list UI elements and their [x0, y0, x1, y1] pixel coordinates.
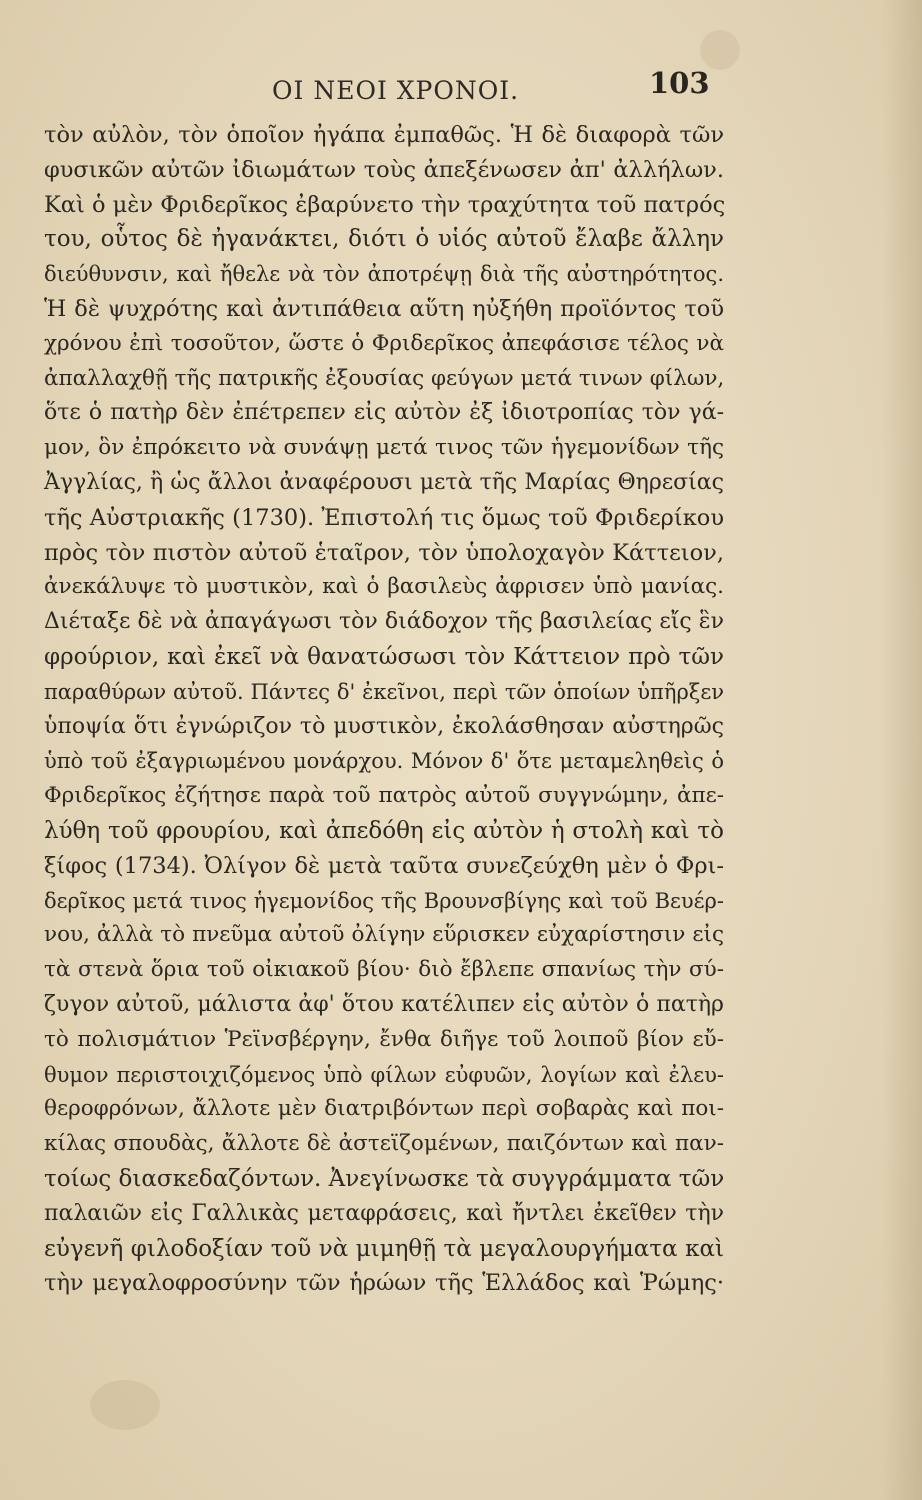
- text-line: θεροφρόνων, ἄλλοτε μὲν διατριβόντων περὶ σοβαρὰς καὶ ποι-: [44, 1096, 724, 1122]
- text-line: του, οὗτος δὲ ἠγανάκτει, διότι ὁ υἱός αὐτοῦ ἔλαβε ἄλλην: [44, 226, 724, 253]
- text-line: ξίφος (1734). Ὀλίγον δὲ μετὰ ταῦτα συνεζεύχθη μὲν ὁ Φρι-: [44, 852, 724, 879]
- running-title: ΟΙ ΝΕΟΙ ΧΡΟΝΟΙ.: [272, 76, 520, 105]
- text-line: Φριδερῖκος ἐζήτησε παρὰ τοῦ πατρὸς αὐτοῦ συγγνώμην, ἀπε-: [44, 783, 724, 809]
- text-line: τὰ στενὰ ὅρια τοῦ οἰκιακοῦ βίου· διὸ ἔβλεπε σπανίως τὴν σύ-: [44, 957, 724, 983]
- paper-stain: [700, 30, 740, 70]
- text-line: παλαιῶν εἰς Γαλλικὰς μεταφράσεις, καὶ ἤντλει ἐκεῖθεν τὴν: [44, 1200, 724, 1226]
- text-line: μον, ὃν ἐπρόκειτο νὰ συνάψῃ μετά τινος τῶν ἡγεμονίδων τῆς: [44, 435, 724, 461]
- text-line: τοίως διασκεδαζόντων. Ἀνεγίνωσκε τὰ συγγράμματα τῶν: [44, 1165, 725, 1192]
- text-line: πρὸς τὸν πιστὸν αὐτοῦ ἑταῖρον, τὸν ὑπολοχαγὸν Κάττειον,: [44, 539, 724, 566]
- text-line: νου, ἀλλὰ τὸ πνεῦμα αὐτοῦ ὀλίγην εὕρισκεν εὐχαρίστησιν εἰς: [44, 922, 724, 948]
- text-line: παραθύρων αὐτοῦ. Πάντες δ' ἐκεῖνοι, περὶ τῶν ὁποίων ὑπῆρξεν: [44, 679, 724, 704]
- text-line: χρόνου ἐπὶ τοσοῦτον, ὥστε ὁ Φριδερῖκος ἀπεφάσισε τέλος νὰ: [44, 330, 724, 356]
- text-line: Ἀγγλίας, ἢ ὡς ἄλλοι ἀναφέρουσι μετὰ τῆς Μαρίας Θηρεσίας: [44, 469, 724, 495]
- page-edge-shadow: [882, 0, 922, 1500]
- text-line: τῆς Αὐστριακῆς (1730). Ἐπιστολή τις ὅμως τοῦ Φριδερίκου: [44, 504, 724, 531]
- text-line: διεύθυνσιν, καὶ ἤθελε νὰ τὸν ἀποτρέψῃ διὰ τῆς αὐστηρότητος.: [44, 262, 724, 287]
- text-line: τὴν μεγαλοφροσύνην τῶν ἡρώων τῆς Ἑλλάδος καὶ Ῥώμης·: [44, 1270, 724, 1297]
- text-line: ὑποψία ὅτι ἐγνώριζον τὸ μυστικὸν, ἐκολάσθησαν αὐστηρῶς: [44, 713, 724, 739]
- text-line: θυμον περιστοιχιζόμενος ὑπὸ φίλων εὐφυῶν, λογίων καὶ ἐλευ-: [44, 1062, 724, 1087]
- text-line: ὅτε ὁ πατὴρ δὲν ἐπέτρεπεν εἰς αὐτὸν ἐξ ἰδιοτροπίας τὸν γά-: [44, 400, 724, 426]
- text-line: φυσικῶν αὐτῶν ἰδιωμάτων τοὺς ἀπεξένωσεν ἀπ' ἀλλήλων.: [44, 156, 724, 183]
- page-number: 103: [649, 66, 710, 100]
- text-line: κίλας σπουδὰς, ἄλλοτε δὲ ἀστεϊζομένων, παιζόντων καὶ παν-: [44, 1131, 724, 1157]
- text-line: φρούριον, καὶ ἐκεῖ νὰ θανατώσωσι τὸν Κάττειον πρὸ τῶν: [44, 643, 724, 670]
- text-line: εὐγενῆ φιλοδοξίαν τοῦ νὰ μιμηθῇ τὰ μεγαλουργήματα καὶ: [44, 1235, 724, 1262]
- paper-stain: [90, 1380, 160, 1430]
- text-line: ἀπαλλαχθῇ τῆς πατρικῆς ἐξουσίας φεύγων μετά τινων φίλων,: [44, 365, 725, 391]
- text-line: τὸ πολισμάτιον Ῥεϊνσβέργην, ἔνθα διῆγε τοῦ λοιποῦ βίον εὔ-: [44, 1026, 724, 1052]
- text-line: τὸν αὐλὸν, τὸν ὁποῖον ἠγάπα ἐμπαθῶς. Ἡ δὲ διαφορὰ τῶν: [44, 122, 724, 148]
- text-line: ἀνεκάλυψε τὸ μυστικὸν, καὶ ὁ βασιλεὺς ἀφρισεν ὑπὸ μανίας.: [44, 574, 724, 600]
- text-line: ζυγον αὐτοῦ, μάλιστα ἀφ' ὅτου κατέλιπεν εἰς αὐτὸν ὁ πατὴρ: [44, 991, 724, 1017]
- text-line: Ἡ δὲ ψυχρότης καὶ ἀντιπάθεια αὕτη ηὐξήθη προϊόντος τοῦ: [44, 295, 724, 322]
- text-line: Διέταξε δὲ νὰ ἀπαγάγωσι τὸν διάδοχον τῆς βασιλείας εἴς ἓν: [44, 609, 724, 635]
- text-line: Καὶ ὁ μὲν Φριδερῖκος ἐβαρύνετο τὴν τραχύτητα τοῦ πατρός: [44, 191, 726, 218]
- text-line: λύθη τοῦ φρουρίου, καὶ ἀπεδόθη εἰς αὐτὸν ἡ στολὴ καὶ τὸ: [44, 817, 724, 844]
- body-text: [44, 118, 724, 1301]
- text-line: ὑπὸ τοῦ ἐξαγριωμένου μονάρχου. Μόνον δ' ὅτε μεταμεληθεὶς ὁ: [44, 749, 724, 774]
- text-line: δερῖκος μετά τινος ἡγεμονίδος τῆς Βρουνσβίγης καὶ τοῦ Βευέρ-: [44, 888, 724, 913]
